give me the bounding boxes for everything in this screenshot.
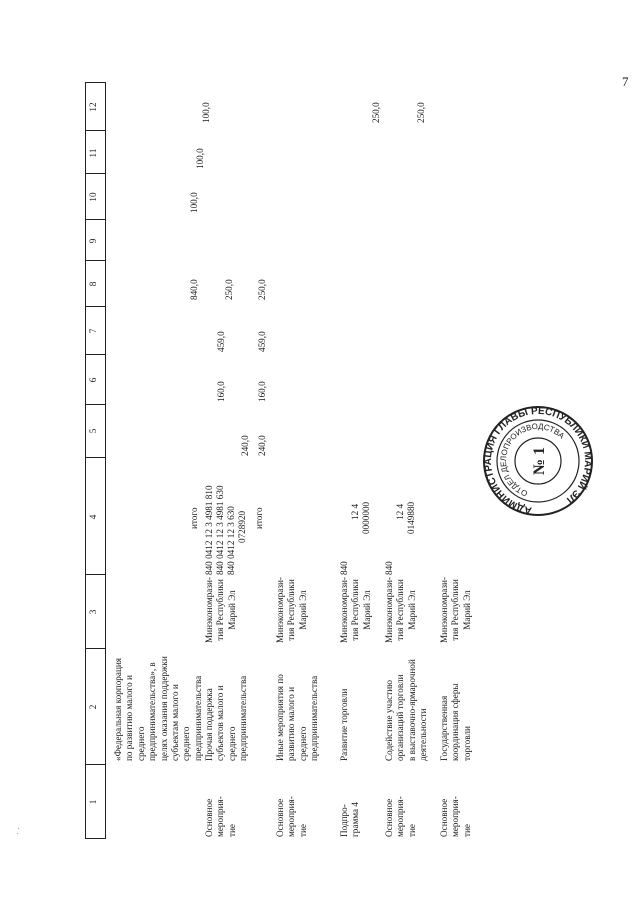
col-header-2: 2 [88, 704, 98, 710]
svg-text:ОТДЕЛ ДЕЛОПРОИЗВОДСТВА: ОТДЕЛ ДЕЛОПРОИЗВОДСТВА [498, 421, 567, 498]
row4-code: 840 [384, 561, 394, 575]
col-header-3: 3 [88, 609, 98, 615]
row2-name: Иные мероприятия по развитию малого и среднего предпринимательства [275, 674, 320, 761]
col-sep [85, 130, 105, 131]
col-header-5: 5 [88, 428, 98, 434]
row2-executor: Минэкономрази- тия Республики Марий Эл [275, 577, 308, 643]
row1-code2-6: 160,0 [216, 381, 226, 402]
col-sep [85, 82, 105, 83]
row2-total-8: 250,0 [257, 279, 267, 300]
col-sep [85, 764, 105, 765]
scan-smudge: · · [12, 826, 24, 836]
row1-code3-8: 250,0 [224, 279, 234, 300]
svg-text:АДМИНИСТРАЦИЯ ГЛАВЫ РЕСПУБЛИКИ: АДМИНИСТРАЦИЯ ГЛАВЫ РЕСПУБЛИКИ МАРИЙ ЭЛ [482, 405, 594, 516]
row4-type: Основное мероприя- тие [384, 796, 417, 837]
row3-code2: 12 4 [350, 503, 360, 520]
row2-total-6: 160,0 [257, 381, 267, 402]
col-sep [85, 354, 105, 355]
page-number: 7 [622, 74, 629, 89]
row2-type: Основное мероприя- тие [275, 796, 308, 837]
col-sep [85, 838, 105, 839]
header-bottom-border [105, 82, 106, 839]
row4-executor: Минэкономрази- тия Республики Марий Эл [384, 577, 417, 643]
row4-total-12: 250,0 [416, 102, 426, 123]
row1-code1-5: 240,0 [240, 435, 250, 456]
stamp-seal-icon [482, 405, 594, 517]
row2-total-5: 240,0 [257, 435, 267, 456]
row2-total-label: итого [254, 507, 264, 529]
row2-total-7: 459,0 [257, 331, 267, 352]
col-header-1: 1 [88, 799, 98, 805]
official-stamp [482, 405, 594, 517]
row3-type: Подпро- грамма 4 [339, 802, 361, 837]
row1-code1: 840 0412 12 3 4981 810 [204, 485, 214, 575]
continuation-text: «Федеральная корпорация по развитию малого и среднего предпринимательства», в целях оказания поддержки субъектам малого и среднего предпринимательства [113, 656, 203, 761]
col-sep [85, 574, 105, 575]
row5-executor: Минэкономрази- тия Республики Марий Эл [439, 577, 472, 643]
row1-name: Прочая поддержка субъектов малого и среднего предпринимательства [204, 675, 249, 761]
row1-total-10: 100,0 [189, 192, 199, 213]
col-header-8: 8 [88, 281, 98, 287]
col-sep [85, 457, 105, 458]
row5-name: Государственная координация сферы торговли [439, 683, 472, 761]
col-sep [85, 260, 105, 261]
row3-total-12: 250,0 [371, 102, 381, 123]
row3-code: 840 [339, 561, 349, 575]
row1-total-label: итого [189, 507, 199, 529]
col-header-11: 11 [88, 148, 98, 158]
col-header-12: 12 [88, 102, 98, 112]
col-sep [85, 173, 105, 174]
col-sep [85, 404, 105, 405]
row3-executor: Минэкономрази- тия Республики Марий Эл [339, 577, 372, 643]
row1-total-11: 100,0 [195, 148, 205, 169]
col-sep [85, 306, 105, 307]
row4-code2: 12 4 [395, 503, 405, 520]
row1-code3: 840 0412 12 3 630 [226, 506, 236, 575]
col-header-6: 6 [88, 377, 98, 383]
row1-executor: Минэкономрази- тия Республики Марий Эл [204, 577, 237, 643]
col-sep [85, 648, 105, 649]
col-header-10: 10 [88, 192, 98, 202]
svg-text:№ 1: № 1 [531, 446, 548, 476]
row1-total-12: 100,0 [201, 102, 211, 123]
row4-name: Содействие участию организаций торговли в выставочно-ярмарочной деятельности [384, 659, 429, 761]
table-top-border [85, 82, 86, 839]
col-header-9: 9 [88, 238, 98, 244]
col-sep [85, 219, 105, 220]
col-header-7: 7 [88, 328, 98, 334]
row3-code3: 0000000 [361, 501, 371, 534]
row1-total-8: 840,0 [189, 279, 199, 300]
row1-code2-7: 459,0 [216, 331, 226, 352]
col-header-4: 4 [88, 514, 98, 520]
row5-type: Основное мероприя- тие [439, 796, 472, 837]
row1-type: Основное мероприя- тие [204, 796, 237, 837]
row3-name: Развитие торговли [339, 688, 349, 761]
row1-code3b: 0728920 [237, 510, 247, 543]
row1-code2: 840 0412 12 3 4981 630 [215, 485, 225, 575]
row4-code3: 0149880 [406, 501, 416, 534]
